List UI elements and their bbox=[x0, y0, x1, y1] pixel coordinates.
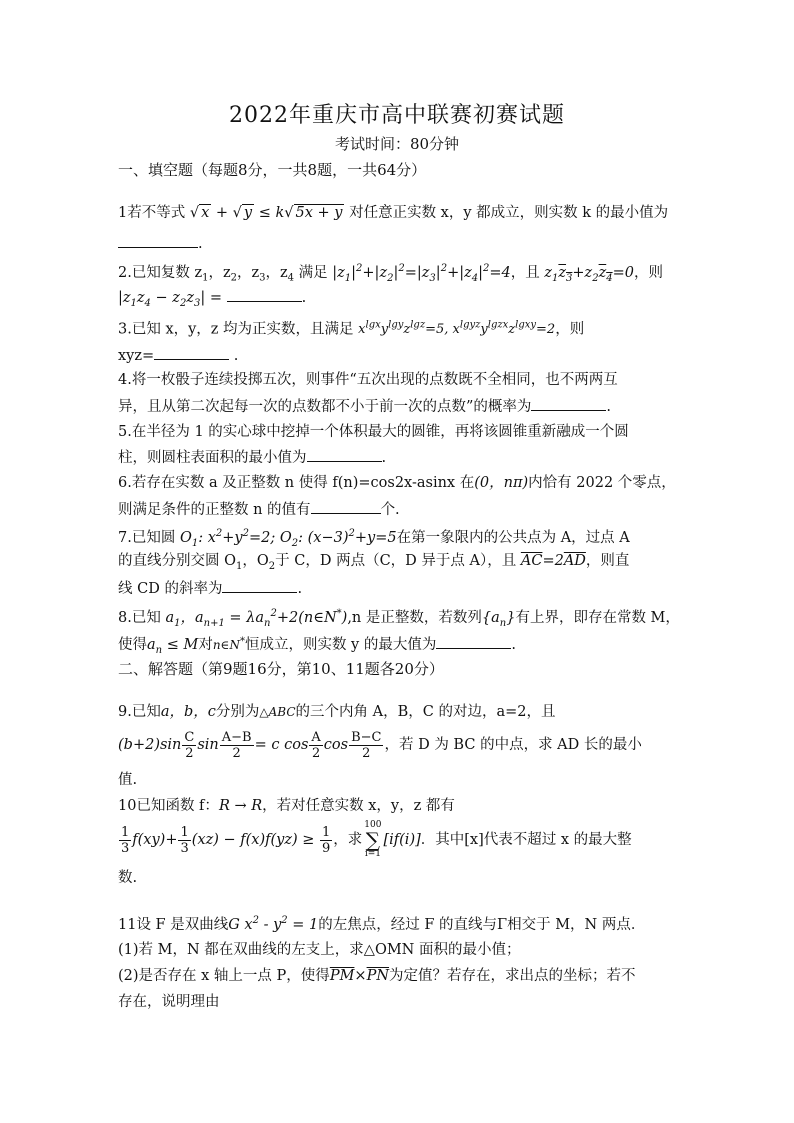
question-7: 7.已知圆 $O_1$: $x^2+y^2=2$; $O_2$: $(x-3)^2+y=5$在第一象限内的公共点为 A，过点 A bbox=[118, 528, 630, 549]
question-11-part-1: (1)若 M，N 都在双曲线的左支上，求△OMN 面积的最小值； bbox=[118, 942, 521, 958]
answer-blank[interactable] bbox=[227, 287, 302, 302]
question-8-cont: 使得$a_n \le M$对n∈N*恒成立，则实数 y 的最大值为 . bbox=[118, 636, 516, 656]
question-9-formula: (b+2)sin $\frac{C}{2}$ sin $\frac{A-B}{2}$ = c cos $\frac{A}{2}$ cos $\frac{B-C}{2}$ ，若 D 为 BC 的中点，求 AD 长的最小 bbox=[118, 729, 642, 761]
answer-blank[interactable] bbox=[307, 447, 382, 462]
question-7-cont: 的直线分别交圆 $O_1$，$O_2$于 C，D 两点（C，D 异于点 A），且 $\overline{AC}=2\overline{AD}$，则直 bbox=[118, 553, 630, 572]
question-4-cont: 异，且从第二次起每一次的点数都不小于前一次的点数”的概率为 . bbox=[118, 396, 678, 417]
answer-blank[interactable] bbox=[311, 499, 381, 514]
question-3-answer-line: xyz= . bbox=[118, 345, 678, 366]
q1-inequality: √ x + √ y ≤ k√ 5x + y bbox=[189, 205, 343, 221]
answer-blank[interactable] bbox=[118, 233, 198, 248]
question-1-answer-line: . bbox=[118, 233, 678, 254]
question-2: 2.已知复数 $z_1$，$z_2$，$z_3$，$z_4$ 满足 $|z_1|^2+|z_2|^2=|z_3|^2+|z_4|^2=4$，且 $z_1z_3+z_2z_4=0$，则 bbox=[118, 263, 663, 284]
section-fill-in-heading: 一、填空题（每题8分，一共8题，一共64分） bbox=[118, 161, 427, 179]
question-8: 8.已知 $a_1$，$a_{n+1}$ = $\lambda a_n^2+2(n\in N^*),n$ 是正整数，若数列$\{a_n\}$有上界，即存在常数 M， bbox=[118, 608, 680, 629]
answer-blank[interactable] bbox=[222, 578, 297, 593]
answer-blank[interactable] bbox=[154, 345, 229, 360]
question-11: 11设 F 是双曲线G $x^2 - y^2 = 1$的左焦点，经过 F 的直线与Γ相交于 M，N 两点． bbox=[118, 915, 646, 933]
question-7-answer-line: 线 CD 的斜率为 . bbox=[118, 578, 678, 599]
answer-blank[interactable] bbox=[436, 634, 511, 649]
answer-blank[interactable] bbox=[531, 396, 606, 411]
question-10-formula: $\frac{1}{3}$ f(xy)+ $\frac{1}{3}$ (xz) − f(x)f(yz) ≥ $\frac{1}{9}$ ，求100 ∑ i=1[if(i)]．其中[x]代表不超过 x 的最大整 bbox=[121, 820, 632, 859]
question-6-cont: 则满足条件的正整数 n 的值有 个. bbox=[118, 499, 678, 520]
exam-duration: 考试时间：80分钟 bbox=[334, 135, 460, 153]
question-10: 10已知函数 f：R → R，若对任意实数 x，y，z 都有 bbox=[118, 798, 455, 814]
question-11-part-2-cont: 存在，说明理由 bbox=[118, 994, 220, 1010]
question-3: 3.已知 x，y，z 均为正实数，且满足 $x^{lgx}y^{lgy}z^{lgz}=5$, $x^{lgyz}y^{lgzx}z^{lgxy}=2$，则 bbox=[118, 320, 585, 338]
question-10-cont: 数. bbox=[118, 870, 138, 886]
question-5-cont: 柱，则圆柱表面积的最小值为 . bbox=[118, 447, 678, 468]
section-answer-heading: 二、解答题（第9题16分，第10、11题各20分） bbox=[118, 660, 444, 678]
question-6: 6.若存在实数 a 及正整数 n 使得 f(n)=cos2x-asinx 在(0，nπ)内恰有 2022 个零点， bbox=[118, 475, 676, 491]
question-5: 5.在半径为 1 的实心球中挖掉一个体积最大的圆锥，再将该圆锥重新融成一个圆 bbox=[118, 424, 629, 440]
question-9-cont: 值. bbox=[118, 772, 138, 788]
question-11-part-2: (2)是否存在 x 轴上一点 P，使得$\overline{PM}\times\overline{PN}$为定值？若存在，求出点的坐标；若不 bbox=[118, 968, 636, 984]
question-2-answer-line: $|z_1z_4 - z_2z_3|$ = . bbox=[118, 287, 678, 314]
question-9: 9.已知a，b，c分别为△ABC的三个内角 A，B，C 的对边，a=2，且 bbox=[118, 704, 556, 720]
question-1: 1若不等式 √ x + √ y ≤ k√ 5x + y 对任意正实数 x，y 都成立，则实数 k 的最小值为 bbox=[118, 205, 669, 221]
page-title: 2022年重庆市高中联赛初赛试题 bbox=[229, 103, 565, 128]
question-4: 4.将一枚骰子连续投掷五次，则事件“五次出现的点数既不全相同，也不两两互 bbox=[118, 372, 618, 388]
